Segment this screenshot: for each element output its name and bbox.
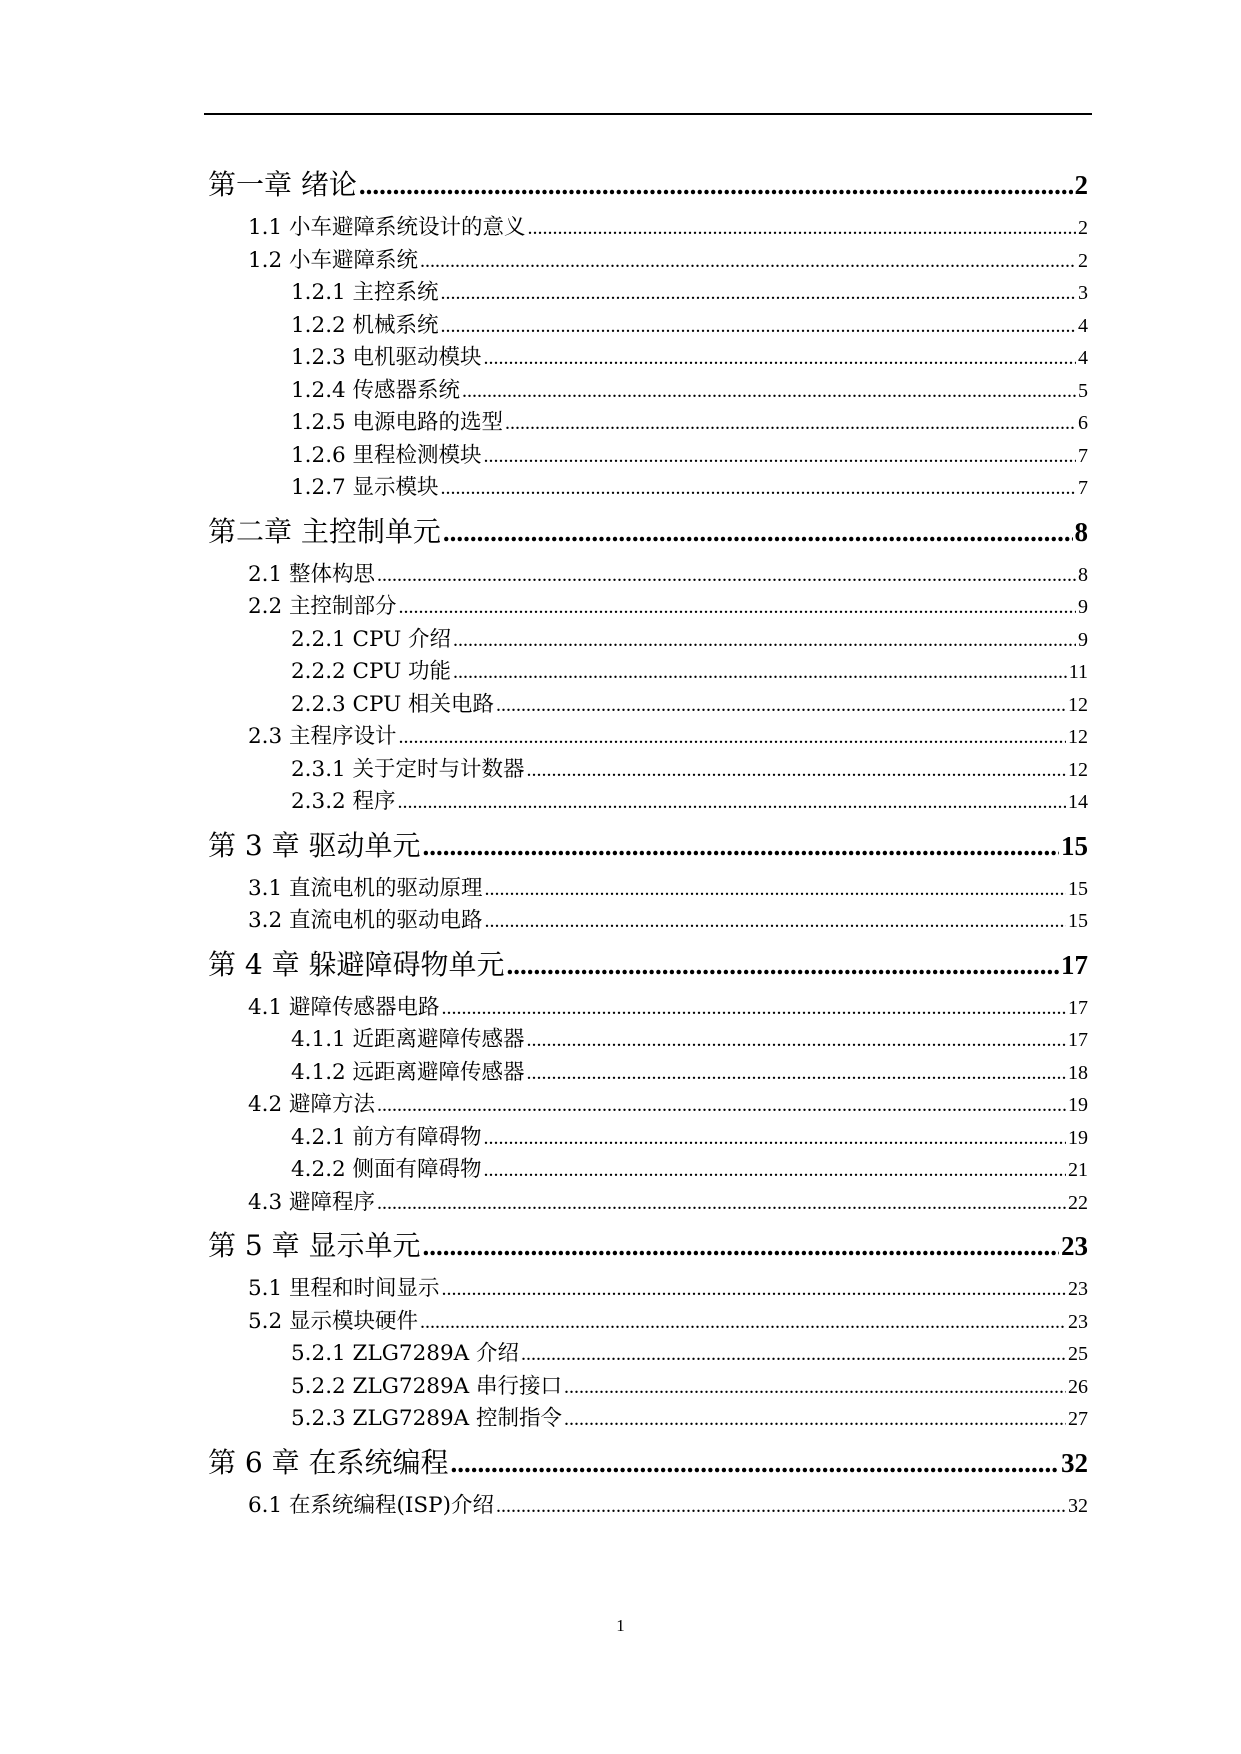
toc-section-entry[interactable]	[208, 1089, 1088, 1122]
toc-subsection-entry[interactable]	[208, 310, 1088, 343]
toc-entry-page: 22	[1068, 1191, 1088, 1214]
toc-entry-title: 第二章 主控制单元	[208, 514, 441, 548]
toc-subsection-entry[interactable]	[208, 342, 1088, 375]
toc-entry-page: 15	[1068, 877, 1088, 900]
toc-dot-leader	[399, 591, 1076, 624]
toc-entry-title: 第 5 章 显示单元	[208, 1229, 421, 1262]
toc-dot-leader	[507, 938, 1059, 992]
toc-dot-leader	[564, 1371, 1066, 1404]
toc-entry-page: 23	[1061, 1231, 1088, 1261]
toc-entry-title: 2.3.2 程序	[291, 789, 396, 814]
toc-dot-leader	[527, 1024, 1066, 1057]
toc-dot-leader	[359, 158, 1073, 212]
toc-dot-leader	[423, 819, 1059, 873]
toc-entry-page: 2	[1074, 170, 1088, 200]
toc-subsection-entry[interactable]	[208, 1403, 1088, 1436]
toc-entry-page: 18	[1068, 1061, 1088, 1084]
toc-entry-page: 2	[1078, 249, 1088, 272]
toc-entry-page: 17	[1068, 1029, 1088, 1051]
toc-dot-leader	[443, 505, 1073, 559]
toc-dot-leader	[420, 1306, 1066, 1339]
toc-subsection-entry[interactable]	[208, 624, 1088, 657]
toc-subsection-entry[interactable]	[208, 1338, 1088, 1371]
toc-section-entry[interactable]	[208, 591, 1088, 624]
toc-entry-title: 3.2 直流电机的驱动电路	[248, 908, 483, 933]
toc-section-entry[interactable]	[208, 873, 1088, 906]
toc-dot-leader	[527, 754, 1066, 787]
toc-subsection-entry[interactable]	[208, 407, 1088, 440]
toc-subsection-entry[interactable]	[208, 1154, 1088, 1187]
toc-section-entry[interactable]	[208, 1306, 1088, 1339]
toc-entry-page: 19	[1068, 1126, 1088, 1149]
toc-entry-page: 3	[1078, 282, 1088, 304]
toc-entry-page: 15	[1068, 910, 1088, 932]
toc-entry-title: 4.2.1 前方有障碍物	[291, 1124, 482, 1150]
toc-entry-title: 5.2 显示模块硬件	[248, 1308, 419, 1334]
toc-entry-page: 14	[1068, 791, 1088, 813]
toc-chapter-entry[interactable]	[208, 158, 1088, 212]
toc-entry-page: 23	[1068, 1278, 1088, 1300]
toc-entry-page: 23	[1068, 1310, 1088, 1333]
toc-entry-title: 3.1 直流电机的驱动原理	[248, 875, 483, 901]
toc-subsection-entry[interactable]	[208, 1371, 1088, 1404]
toc-entry-title: 5.2.3 ZLG7289A 控制指令	[291, 1406, 563, 1431]
toc-dot-leader	[453, 656, 1067, 689]
toc-entry-title: 4.3 避障程序	[248, 1189, 376, 1215]
toc-subsection-entry[interactable]	[208, 1122, 1088, 1155]
toc-section-entry[interactable]	[208, 1273, 1088, 1306]
toc-entry-page: 6	[1078, 412, 1088, 434]
toc-chapter-entry[interactable]	[208, 1219, 1088, 1273]
toc-subsection-entry[interactable]	[208, 440, 1088, 473]
toc-dot-leader	[441, 472, 1076, 505]
header-rule	[204, 113, 1092, 115]
table-of-contents	[208, 158, 1088, 1522]
toc-chapter-entry[interactable]	[208, 938, 1088, 992]
toc-entry-page: 17	[1068, 996, 1088, 1019]
toc-dot-leader	[484, 1154, 1066, 1187]
toc-subsection-entry[interactable]	[208, 375, 1088, 408]
toc-dot-leader	[485, 873, 1066, 906]
toc-subsection-entry[interactable]	[208, 754, 1088, 787]
toc-dot-leader	[462, 375, 1076, 408]
toc-dot-leader	[496, 689, 1066, 722]
toc-dot-leader	[399, 721, 1066, 754]
toc-dot-leader	[527, 1057, 1066, 1090]
toc-dot-leader	[442, 992, 1066, 1025]
toc-entry-title: 2.2 主控制部分	[248, 594, 397, 619]
toc-entry-title: 2.2.3 CPU 相关电路	[291, 691, 495, 717]
toc-dot-leader	[377, 1089, 1066, 1122]
toc-section-entry[interactable]	[208, 212, 1088, 245]
toc-dot-leader	[505, 407, 1076, 440]
toc-entry-title: 4.1 避障传感器电路	[248, 994, 440, 1020]
toc-section-entry[interactable]	[208, 905, 1088, 938]
toc-entry-page: 15	[1061, 830, 1088, 861]
toc-chapter-entry[interactable]	[208, 819, 1088, 873]
toc-section-entry[interactable]	[208, 992, 1088, 1025]
toc-chapter-entry[interactable]	[208, 1436, 1088, 1490]
toc-dot-leader	[496, 1490, 1066, 1523]
toc-entry-page: 12	[1068, 758, 1088, 781]
toc-entry-title: 1.2.7 显示模块	[291, 475, 439, 500]
toc-dot-leader	[423, 1219, 1059, 1273]
toc-subsection-entry[interactable]	[208, 689, 1088, 722]
toc-dot-leader	[441, 277, 1076, 310]
toc-entry-title: 2.3.1 关于定时与计数器	[291, 756, 525, 782]
toc-subsection-entry[interactable]	[208, 472, 1088, 505]
toc-dot-leader	[442, 1273, 1066, 1306]
toc-entry-title: 5.2.2 ZLG7289A 串行接口	[291, 1373, 563, 1399]
toc-section-entry[interactable]	[208, 245, 1088, 278]
toc-entry-page: 7	[1078, 444, 1088, 467]
toc-entry-title: 1.2.5 电源电路的选型	[291, 410, 504, 435]
toc-dot-leader	[377, 559, 1076, 592]
toc-entry-page: 7	[1078, 477, 1088, 499]
toc-entry-title: 1.2.1 主控系统	[291, 280, 439, 305]
toc-entry-page: 4	[1078, 314, 1088, 337]
toc-entry-title: 1.2.2 机械系统	[291, 312, 439, 338]
toc-entry-page: 25	[1068, 1343, 1088, 1365]
toc-entry-page: 8	[1078, 563, 1088, 586]
toc-section-entry[interactable]	[208, 559, 1088, 592]
toc-entry-title: 4.1.1 近距离避障传感器	[291, 1027, 525, 1052]
toc-dot-leader	[451, 1436, 1059, 1490]
toc-entry-page: 2	[1078, 217, 1088, 239]
toc-dot-leader	[484, 342, 1076, 375]
toc-dot-leader	[564, 1403, 1066, 1436]
toc-chapter-entry[interactable]	[208, 505, 1088, 559]
toc-subsection-entry[interactable]	[208, 1024, 1088, 1057]
toc-entry-page: 32	[1061, 1447, 1088, 1478]
toc-entry-page: 12	[1068, 726, 1088, 748]
toc-entry-title: 4.2.2 侧面有障碍物	[291, 1157, 482, 1182]
toc-section-entry[interactable]	[208, 1187, 1088, 1220]
toc-section-entry[interactable]	[208, 721, 1088, 754]
toc-entry-title: 2.1 整体构思	[248, 561, 376, 587]
toc-entry-title: 1.2.4 传感器系统	[291, 377, 461, 403]
toc-dot-leader	[485, 905, 1066, 938]
toc-entry-title: 第一章 绪论	[208, 168, 357, 201]
toc-entry-title: 5.2.1 ZLG7289A 介绍	[291, 1341, 520, 1366]
toc-entry-page: 4	[1078, 347, 1088, 369]
toc-entry-title: 5.1 里程和时间显示	[248, 1276, 440, 1301]
toc-dot-leader	[377, 1187, 1066, 1220]
toc-subsection-entry[interactable]	[208, 277, 1088, 310]
toc-entry-title: 4.2 避障方法	[248, 1092, 376, 1117]
toc-entry-title: 2.2.2 CPU 功能	[291, 659, 452, 684]
toc-entry-page: 11	[1068, 661, 1088, 683]
toc-entry-title: 6.1 在系统编程(ISP)介绍	[248, 1492, 494, 1518]
toc-entry-title: 2.2.1 CPU 介绍	[291, 626, 452, 652]
toc-entry-page: 19	[1068, 1094, 1088, 1116]
toc-entry-page: 21	[1068, 1159, 1088, 1181]
toc-entry-title: 1.2.3 电机驱动模块	[291, 345, 482, 370]
toc-entry-page: 27	[1068, 1408, 1088, 1430]
toc-subsection-entry[interactable]	[208, 656, 1088, 689]
toc-entry-page: 32	[1068, 1494, 1088, 1517]
toc-entry-page: 26	[1068, 1375, 1088, 1398]
toc-entry-page: 9	[1078, 596, 1088, 618]
toc-entry-title: 第 6 章 在系统编程	[208, 1445, 449, 1479]
toc-entry-page: 9	[1078, 628, 1088, 651]
toc-entry-title: 2.3 主程序设计	[248, 724, 397, 749]
toc-dot-leader	[453, 624, 1076, 657]
page-number: 1	[616, 1616, 625, 1635]
toc-dot-leader	[521, 1338, 1066, 1371]
toc-dot-leader	[484, 1122, 1066, 1155]
toc-dot-leader	[420, 245, 1076, 278]
toc-entry-title: 1.2 小车避障系统	[248, 247, 419, 273]
toc-subsection-entry[interactable]	[208, 1057, 1088, 1090]
toc-entry-page: 17	[1061, 949, 1088, 980]
toc-section-entry[interactable]	[208, 1490, 1088, 1523]
toc-entry-title: 1.1 小车避障系统设计的意义	[248, 215, 526, 240]
toc-subsection-entry[interactable]	[208, 786, 1088, 819]
toc-entry-title: 第 4 章 躲避障碍物单元	[208, 947, 505, 981]
toc-entry-title: 4.1.2 远距离避障传感器	[291, 1059, 525, 1085]
toc-entry-title: 1.2.6 里程检测模块	[291, 442, 482, 468]
toc-entry-page: 5	[1078, 379, 1088, 402]
toc-entry-title: 第 3 章 驱动单元	[208, 828, 421, 862]
toc-dot-leader	[398, 786, 1066, 819]
toc-dot-leader	[484, 440, 1076, 473]
toc-dot-leader	[441, 310, 1076, 343]
toc-dot-leader	[528, 212, 1076, 245]
toc-entry-page: 8	[1074, 516, 1088, 547]
toc-entry-page: 12	[1068, 693, 1088, 716]
